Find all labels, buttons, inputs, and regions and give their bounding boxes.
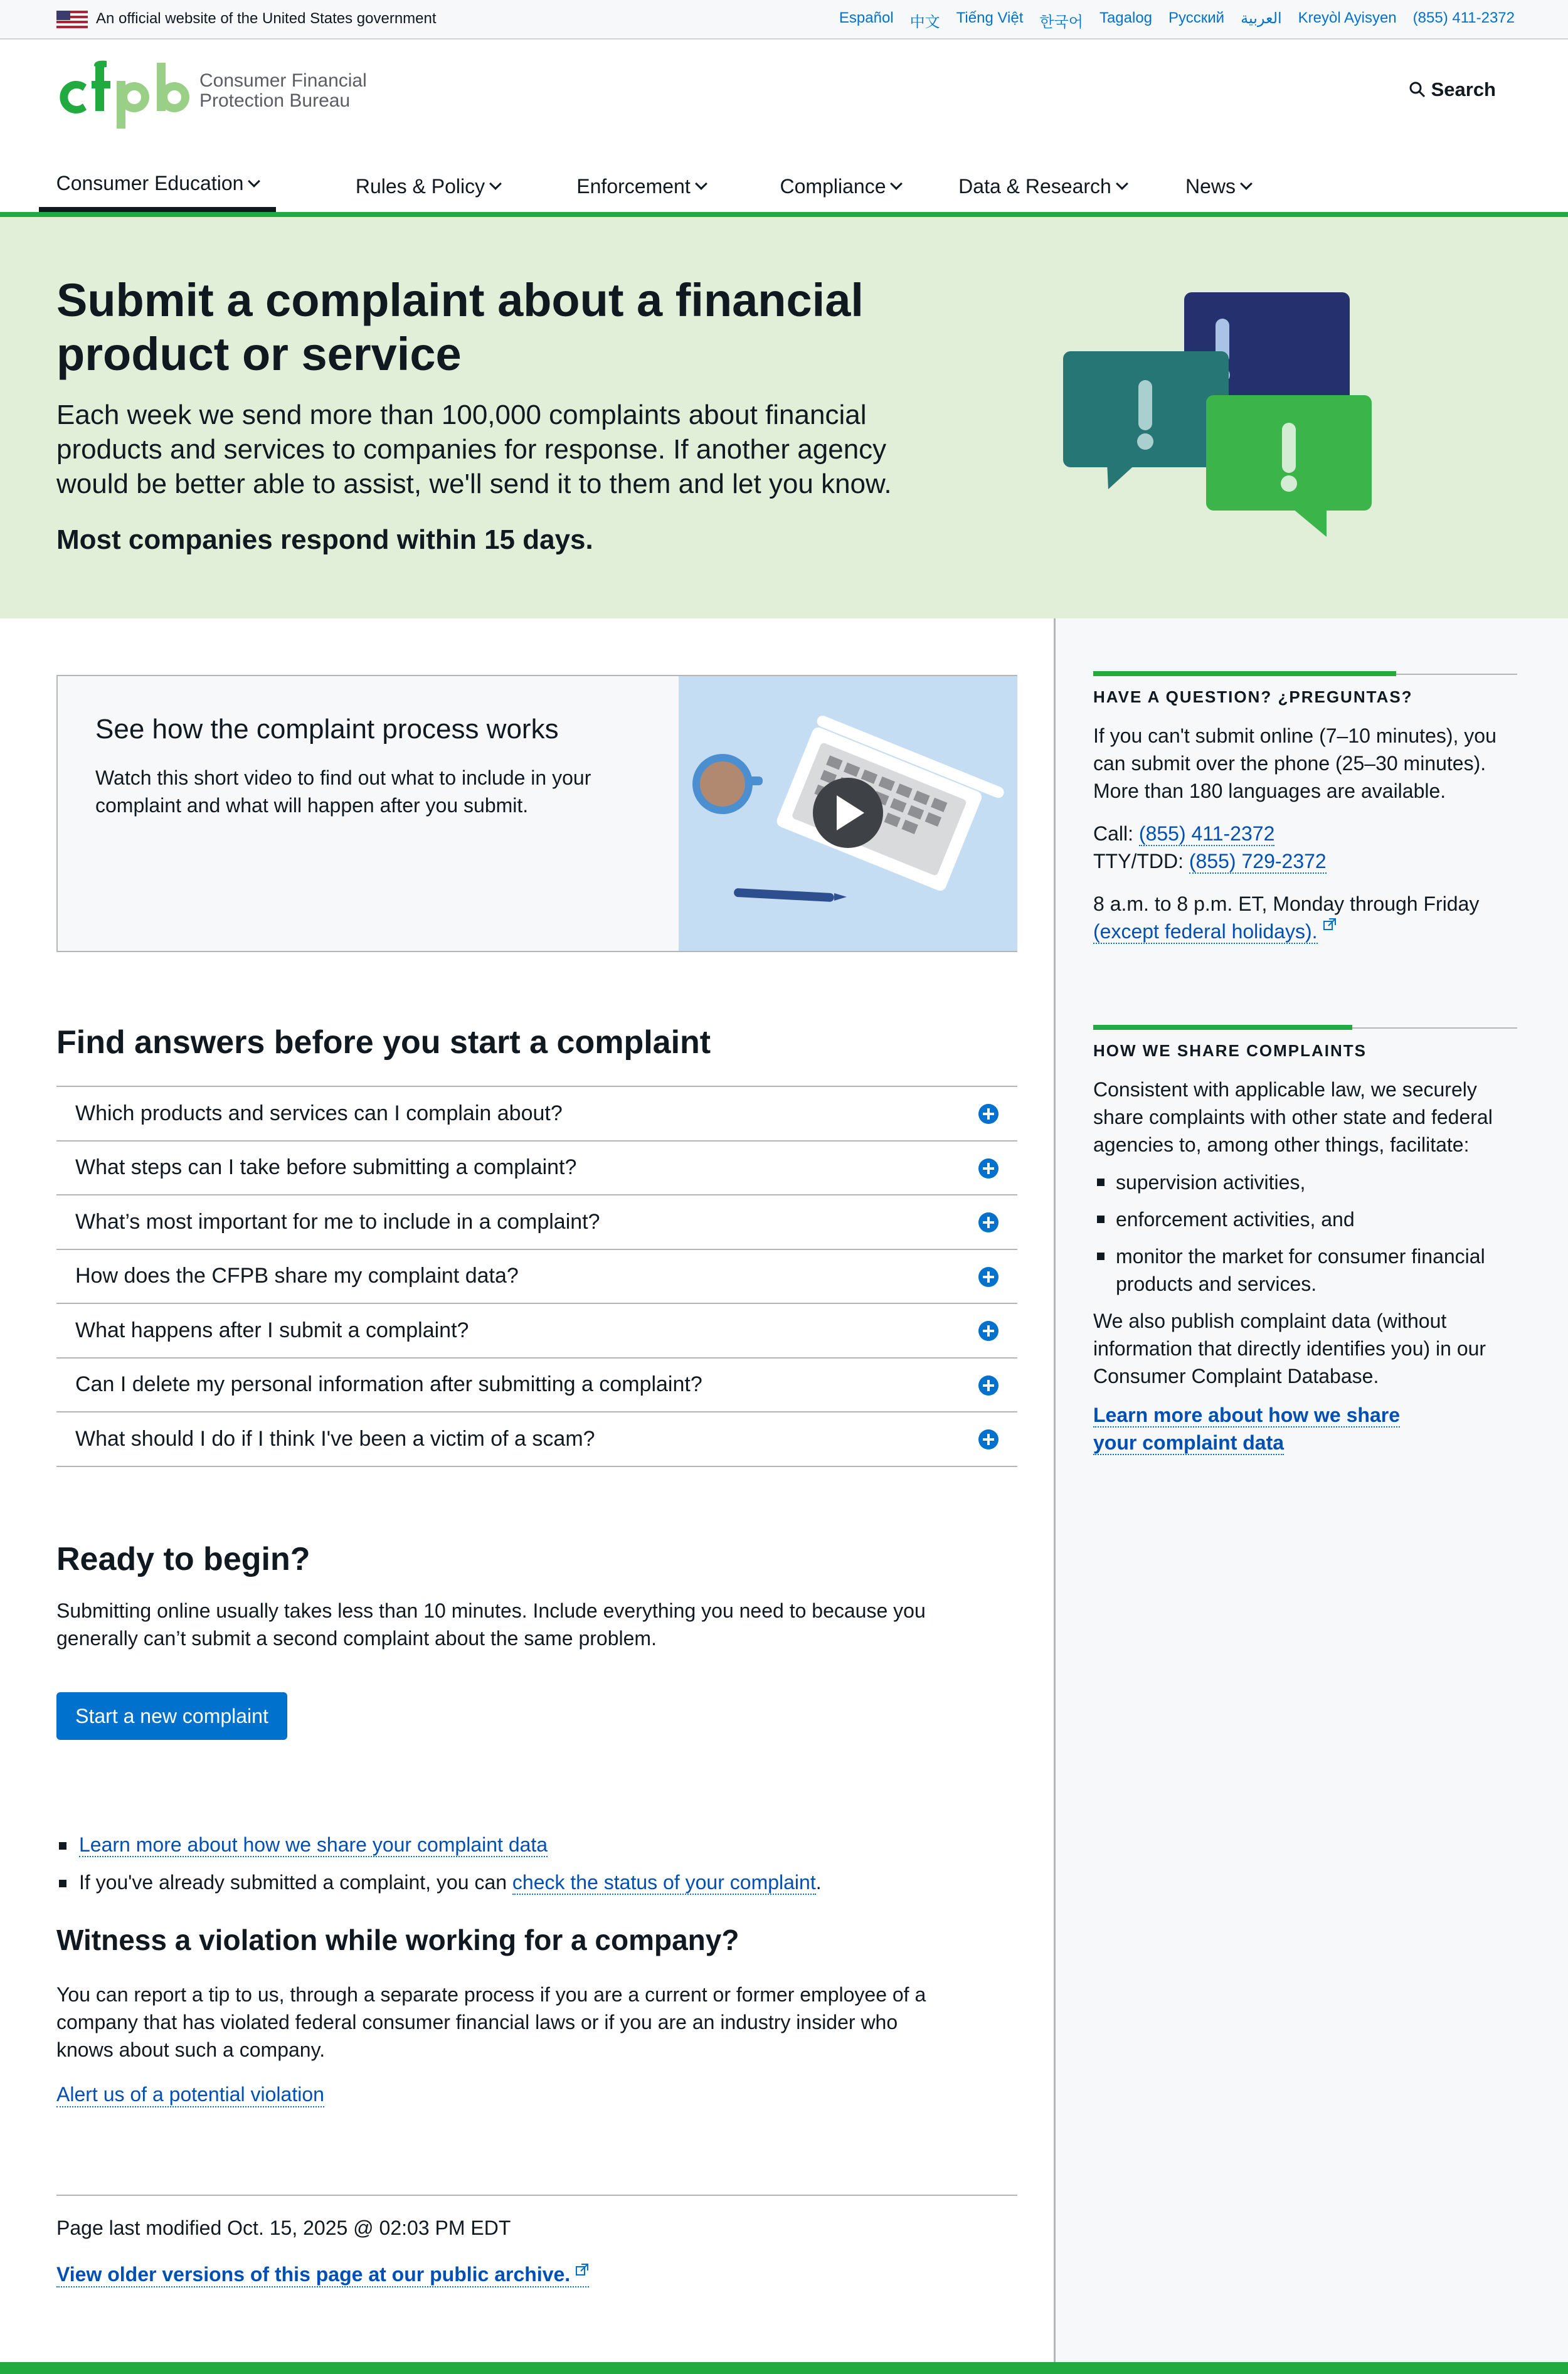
faq-accordion bbox=[56, 1086, 1017, 1467]
chevron-down-icon bbox=[1116, 178, 1128, 190]
question-label: HAVE A QUESTION? ¿PREGUNTAS? bbox=[1093, 687, 1413, 706]
faq-item[interactable] bbox=[56, 1412, 1017, 1467]
section-rule bbox=[1093, 1027, 1517, 1029]
nav-label: Rules & Policy bbox=[355, 174, 485, 198]
chevron-down-icon bbox=[489, 178, 502, 190]
witness-text: You can report a tip to us, through a separate process if you are a current or former employee of a company that has violated federal consumer financial laws or if you are an industry insider who knows about such a company. bbox=[56, 1983, 926, 2061]
faq-item[interactable] bbox=[56, 1195, 1017, 1250]
nav-label: News bbox=[1185, 174, 1236, 198]
page-title: Submit a complaint about a financial product or service bbox=[56, 274, 864, 380]
share-data-link[interactable]: Learn more about how we share your complaint data bbox=[79, 1833, 548, 1856]
list-item: enforcement activities, and bbox=[1093, 1206, 1517, 1233]
expand-plus-icon[interactable] bbox=[978, 1267, 999, 1287]
lang-link-russian[interactable]: Русский bbox=[1168, 9, 1225, 26]
expand-plus-icon[interactable] bbox=[978, 1429, 999, 1449]
alert-violation-link[interactable]: Alert us of a potential violation bbox=[56, 2083, 324, 2107]
hours-info bbox=[1093, 890, 1517, 945]
expand-plus-icon[interactable] bbox=[978, 1104, 999, 1124]
divider bbox=[56, 2195, 1017, 2196]
language-links bbox=[839, 9, 1515, 31]
share-list bbox=[1093, 1168, 1517, 1298]
tty-label: TTY/TDD: bbox=[1093, 850, 1189, 872]
footer-green-rule bbox=[0, 2362, 1568, 2374]
gov-banner bbox=[0, 0, 1568, 40]
nav-data-research[interactable] bbox=[942, 160, 1143, 213]
faq-item[interactable] bbox=[56, 1142, 1017, 1196]
faq-item[interactable] bbox=[56, 1087, 1017, 1142]
video-title: See how the complaint process works bbox=[95, 714, 559, 745]
related-links bbox=[56, 1826, 822, 1901]
list-item: supervision activities, bbox=[1093, 1168, 1517, 1196]
faq-heading: Find answers before you start a complaint bbox=[56, 1024, 711, 1061]
check-status-link[interactable]: check the status of your complaint bbox=[512, 1871, 816, 1894]
video-card[interactable] bbox=[56, 675, 1017, 952]
nav-enforcement[interactable] bbox=[547, 160, 735, 213]
question-text: If you can't submit online (7–10 minutes), you can submit over the phone (25–30 minutes). More than 180 languages are available. bbox=[1093, 724, 1496, 802]
nav-label: Consumer Education bbox=[56, 172, 244, 194]
video-thumbnail[interactable] bbox=[679, 676, 1017, 951]
list-item bbox=[56, 1863, 822, 1901]
federal-holidays-link[interactable]: (except federal holidays). bbox=[1093, 920, 1318, 943]
nav-label: Data & Research bbox=[958, 174, 1111, 198]
faq-question: What’s most important for me to include in a complaint? bbox=[75, 1209, 600, 1234]
call-label: Call: bbox=[1093, 822, 1139, 845]
share-publish-text: We also publish complaint data (without information that directly identifies you) in our Consumer Complaint Database. bbox=[1093, 1310, 1486, 1387]
lang-link-korean[interactable]: 한국어 bbox=[1039, 14, 1083, 31]
archive-link-label: View older versions of this page at our public archive. bbox=[56, 2263, 571, 2286]
expand-plus-icon[interactable] bbox=[978, 1212, 999, 1232]
hero-description: Each week we send more than 100,000 complaints about financial products and services to companies for response. If another agency would be better able to assist, we'll send it to them and let you know. bbox=[56, 400, 892, 499]
archive-link[interactable] bbox=[56, 2263, 589, 2287]
faq-question: What happens after I submit a complaint? bbox=[75, 1318, 469, 1342]
expand-plus-icon[interactable] bbox=[978, 1375, 999, 1396]
main-nav bbox=[39, 160, 1544, 216]
share-block bbox=[1093, 1027, 1517, 1456]
us-flag-icon bbox=[56, 11, 88, 28]
chevron-down-icon bbox=[1240, 178, 1253, 190]
lang-link-tagalog[interactable]: Tagalog bbox=[1099, 9, 1153, 26]
status-prefix: If you've already submitted a complaint, you can bbox=[79, 1871, 512, 1894]
video-description: Watch this short video to find out what to include in your complaint and what will happen after you submit. bbox=[95, 766, 591, 817]
faq-question: What steps can I take before submitting a complaint? bbox=[75, 1155, 577, 1180]
logo-wordmark bbox=[199, 71, 367, 111]
share-intro: Consistent with applicable law, we securely share complaints with other state and federal agencies to, among other things, facilitate: bbox=[1093, 1078, 1493, 1156]
search-icon bbox=[1409, 81, 1426, 98]
external-link-icon bbox=[575, 2263, 589, 2277]
external-link-icon bbox=[1323, 918, 1337, 931]
expand-plus-icon[interactable] bbox=[978, 1321, 999, 1341]
hero bbox=[0, 217, 1568, 618]
nav-label: Enforcement bbox=[576, 174, 691, 198]
status-suffix: . bbox=[815, 1871, 822, 1894]
banner-phone-link[interactable]: (855) 411-2372 bbox=[1412, 9, 1515, 26]
chevron-down-icon bbox=[695, 178, 707, 190]
tty-phone-link[interactable]: (855) 729-2372 bbox=[1189, 850, 1327, 872]
list-item: monitor the market for consumer financial products and services. bbox=[1093, 1243, 1517, 1298]
list-item bbox=[56, 1826, 822, 1863]
header-divider bbox=[0, 212, 1568, 217]
search-label: Search bbox=[1431, 78, 1496, 100]
witness-heading: Witness a violation while working for a company? bbox=[56, 1924, 739, 1956]
faq-question: Which products and services can I complain about? bbox=[75, 1101, 563, 1125]
share-link-wrap bbox=[1093, 1401, 1444, 1456]
faq-question: How does the CFPB share my complaint data? bbox=[75, 1264, 519, 1288]
logo-line-1: Consumer Financial bbox=[199, 70, 367, 91]
main-content bbox=[0, 618, 1054, 2362]
lang-link-spanish[interactable]: Español bbox=[839, 9, 894, 26]
lang-link-vietnamese[interactable]: Tiếng Việt bbox=[956, 9, 1024, 26]
call-phone-link[interactable]: (855) 411-2372 bbox=[1138, 822, 1275, 845]
nav-consumer-education[interactable] bbox=[39, 160, 276, 213]
faq-item[interactable] bbox=[56, 1250, 1017, 1305]
site-header bbox=[0, 41, 1568, 216]
faq-question: What should I do if I think I've been a victim of a scam? bbox=[75, 1426, 595, 1451]
ready-text: Submitting online usually takes less than 10 minutes. Include everything you need to because you generally can’t submit a second complaint about the same problem. bbox=[56, 1599, 926, 1650]
share-label: HOW WE SHARE COMPLAINTS bbox=[1093, 1041, 1367, 1060]
nav-compliance[interactable] bbox=[746, 160, 935, 213]
sidebar-share-data-link[interactable]: Learn more about how we share your complaint data bbox=[1093, 1404, 1400, 1454]
logo-line-2: Protection Bureau bbox=[199, 90, 351, 111]
nav-rules-policy[interactable] bbox=[334, 160, 522, 213]
chevron-down-icon bbox=[248, 175, 261, 188]
complaint-bubbles-illustration bbox=[1063, 292, 1389, 543]
lang-link-haitian-creole[interactable]: Kreyòl Ayisyen bbox=[1298, 9, 1397, 26]
gov-banner-text: An official website of the United States government bbox=[96, 10, 437, 27]
lang-link-arabic[interactable]: العربية bbox=[1241, 10, 1282, 27]
ready-heading: Ready to begin? bbox=[56, 1541, 310, 1577]
faq-question: Can I delete my personal information after submitting a complaint? bbox=[75, 1372, 702, 1397]
nav-label: Compliance bbox=[780, 174, 886, 198]
phone-info bbox=[1093, 820, 1517, 875]
page-last-modified: Page last modified Oct. 15, 2025 @ 02:03 PM EDT bbox=[56, 2217, 511, 2239]
faq-item[interactable] bbox=[56, 1359, 1017, 1413]
question-block bbox=[1093, 674, 1517, 945]
start-complaint-button[interactable]: Start a new complaint bbox=[56, 1692, 287, 1740]
section-rule bbox=[1093, 674, 1517, 675]
expand-plus-icon[interactable] bbox=[978, 1158, 999, 1179]
nav-news[interactable] bbox=[1168, 160, 1268, 213]
sidebar bbox=[1054, 618, 1568, 2362]
search-button[interactable] bbox=[1409, 78, 1496, 101]
hero-response-time: Most companies respond within 15 days. bbox=[56, 524, 593, 555]
faq-item[interactable] bbox=[56, 1304, 1017, 1359]
hours-text: 8 a.m. to 8 p.m. ET, Monday through Friday bbox=[1093, 893, 1480, 915]
chevron-down-icon bbox=[891, 178, 903, 190]
lang-link-chinese[interactable]: 中文 bbox=[909, 14, 940, 31]
